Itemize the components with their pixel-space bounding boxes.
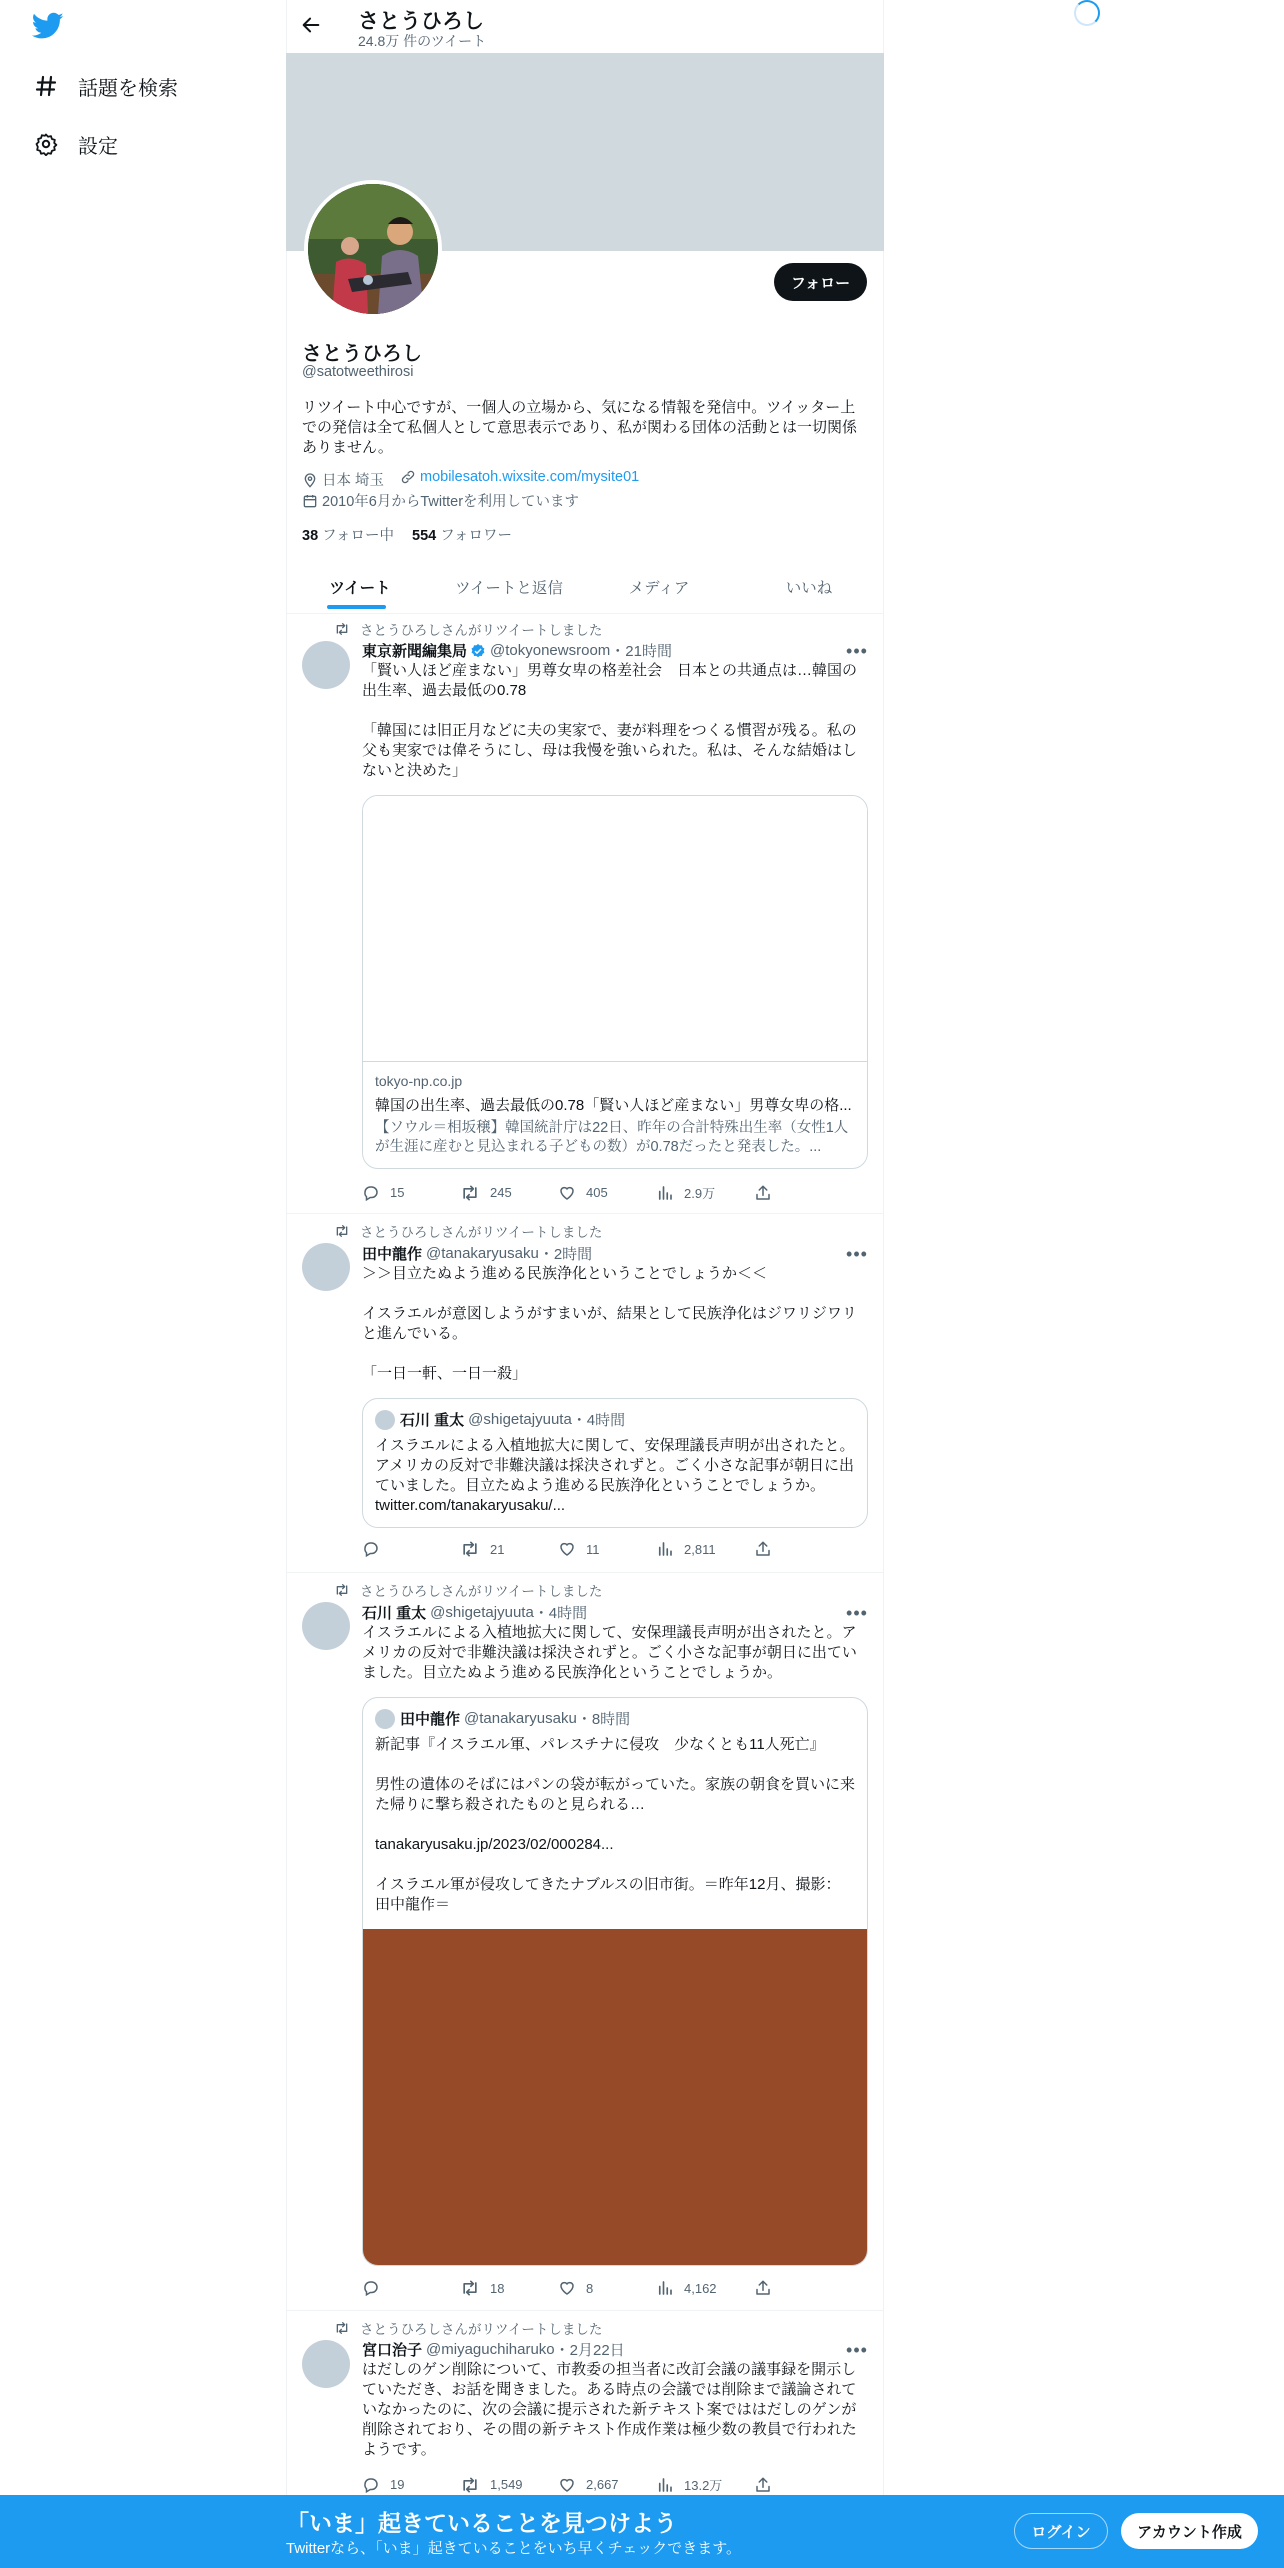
arrow-left-icon	[300, 14, 322, 36]
tweet-header	[362, 1602, 587, 1623]
sidebar-item-explore[interactable]	[32, 66, 178, 106]
retweet-label: さとうひろしさんがリツイートしました	[360, 623, 603, 638]
reply-icon	[362, 2476, 380, 2494]
tweet-author-handle[interactable]: @tanakaryusaku	[426, 1245, 539, 1262]
reply-button[interactable]	[362, 2279, 460, 2297]
tweet-author-name[interactable]: 石川 重太	[362, 1605, 427, 1622]
reply-count: 15	[390, 1185, 405, 1200]
retweet-label: さとうひろしさんがリツイートしました	[360, 2322, 603, 2337]
views-chart-icon	[656, 1184, 674, 1202]
link-card-image	[363, 796, 867, 1062]
quoted-tweet-header	[375, 1708, 855, 1729]
quoted-tweet[interactable]	[362, 1697, 868, 2266]
more-options-icon[interactable]: •••	[846, 1244, 868, 1264]
retweet-context	[334, 619, 602, 639]
tab-likes[interactable]: いいね	[785, 580, 833, 597]
location-text: 日本 埼玉	[322, 473, 385, 489]
quoted-tweet-text: 新記事『イスラエル軍、パレスチナに侵攻 少なくとも11人死亡』 男性の遺体のそばにはパンの袋が転がっていた。家族の朝食を買いに来た帰りに撃ち殺されたものと見られる… tanakaryusaku.jp/2023/02/000284... イスラエル軍が侵攻してきたナブルスの旧市街。＝昨年12月、撮影：田中龍作＝	[375, 1736, 856, 1913]
tweet-separator	[286, 2310, 884, 2311]
quoted-tweet-header	[375, 1409, 855, 1430]
tweet-author-handle[interactable]: @miyaguchiharuko	[426, 2341, 555, 2358]
followers-count: 554	[412, 528, 437, 544]
retweet-count: 245	[490, 1185, 512, 1200]
page-title: さとうひろし	[358, 10, 484, 33]
tweet-header	[362, 640, 672, 661]
profile-joined	[302, 490, 579, 511]
followers-link[interactable]	[412, 524, 512, 545]
reply-button[interactable]	[362, 2476, 460, 2494]
reply-button[interactable]	[362, 1184, 460, 1202]
retweet-icon	[460, 1540, 480, 1558]
tweet-header	[362, 2339, 625, 2360]
share-button[interactable]	[754, 1184, 852, 1202]
quoted-author-name: 田中龍作	[400, 1711, 461, 1728]
tweet-author-handle[interactable]: @tokyonewsroom	[490, 642, 611, 659]
tweet-header	[362, 1243, 592, 1264]
heart-icon	[558, 1540, 576, 1558]
like-count: 405	[586, 1185, 608, 1200]
loading-spinner-icon	[1074, 0, 1100, 26]
retweet-button[interactable]	[460, 1540, 558, 1558]
tab-tweets[interactable]: ツイート	[329, 580, 391, 597]
views-count: 4,162	[684, 2280, 717, 2296]
login-button[interactable]: ログイン	[1014, 2513, 1108, 2549]
verified-badge-icon	[470, 643, 486, 659]
retweet-button[interactable]	[460, 2279, 558, 2297]
link-card[interactable]	[362, 795, 868, 1169]
views-count: 2.9万	[684, 1186, 716, 1201]
retweet-button[interactable]	[460, 1184, 558, 1202]
quoted-author-handle: @tanakaryusaku	[464, 1710, 577, 1727]
share-button[interactable]	[754, 1540, 852, 1558]
following-label: フォロー中	[322, 528, 394, 544]
quoted-author-name: 石川 重太	[400, 1412, 465, 1429]
views-chart-icon	[656, 2279, 674, 2297]
link-card-domain: tokyo-np.co.jp	[375, 1073, 463, 1089]
back-button[interactable]	[300, 14, 322, 36]
views-button[interactable]	[656, 1540, 754, 1558]
retweet-count: 21	[490, 1541, 505, 1557]
retweet-icon	[460, 2476, 480, 2494]
retweet-icon	[334, 1583, 350, 1597]
retweet-icon	[334, 2321, 350, 2335]
like-count: 11	[586, 1541, 600, 1557]
retweet-context	[334, 2318, 602, 2338]
quoted-tweet-time: ・4時間	[571, 1412, 626, 1429]
link-card-title: 韓国の出生率、過去最低の0.78「賢い人ほど産まない」男尊女卑の格...	[375, 1097, 852, 1114]
follow-button[interactable]: フォロー	[774, 263, 867, 301]
views-button[interactable]	[656, 2279, 754, 2297]
twitter-logo-icon[interactable]	[32, 12, 64, 40]
reply-icon	[362, 1540, 380, 1558]
tweet-text: イスラエルによる入植地拡大に関して、安保理議長声明が出されたと。アメリカの反対で非難決議は採決されずと。ごく小さな記事が朝日に出ていました。目立たぬよう進める民族浄化ということでしょうか。	[362, 1624, 857, 1681]
like-button[interactable]	[558, 1184, 656, 1202]
tweet-author-avatar[interactable]	[302, 641, 350, 689]
share-icon	[754, 2476, 772, 2494]
signup-banner-subtitle: Twitterなら、「いま」起きていることをいち早くチェックできます。	[286, 2540, 742, 2557]
sidebar-item-settings[interactable]	[32, 124, 118, 164]
profile-handle: @satotweethirosi	[302, 364, 414, 380]
like-count: 8	[586, 2280, 594, 2296]
tweet-author-handle[interactable]: @shigetajyuuta	[430, 1604, 534, 1621]
share-icon	[754, 1540, 772, 1558]
tweet-time[interactable]: ・2時間	[538, 1246, 593, 1263]
location-pin-icon	[302, 472, 318, 488]
heart-icon	[558, 2476, 576, 2494]
quoted-tweet-text: イスラエルによる入植地拡大に関して、安保理議長声明が出されたと。アメリカの反対で非難決議は採決されずと。ごく小さな記事が朝日に出ていました。目立たぬよう進める民族浄化ということでしょうか。 twitter.com/tanakaryusaku/...	[375, 1437, 855, 1514]
more-options-icon[interactable]: •••	[846, 1603, 868, 1623]
heart-icon	[558, 1184, 576, 1202]
tab-media[interactable]: メディア	[628, 580, 690, 597]
profile-location	[302, 469, 384, 490]
link-card-description: 【ソウル＝相坂穣】韓国統計庁は22日、昨年の合計特殊出生率（女性1人が生涯に産むと見込まれる子どもの数）が0.78だったと発表した。...	[375, 1120, 849, 1155]
share-button[interactable]	[754, 2476, 852, 2494]
heart-icon	[558, 2279, 576, 2297]
reply-icon	[362, 2279, 380, 2297]
retweet-icon	[460, 2279, 480, 2297]
more-options-icon[interactable]: •••	[846, 2340, 868, 2360]
tweet-author-name[interactable]: 宮口治子	[362, 2342, 423, 2359]
like-button[interactable]	[558, 2476, 656, 2494]
tweet-separator	[286, 1572, 884, 1573]
tweet-actions	[362, 1183, 852, 1202]
like-button[interactable]	[558, 2279, 656, 2297]
profile-website[interactable]	[400, 469, 639, 485]
tweet-actions	[362, 1540, 852, 1558]
tweet-text: はだしのゲン削除について、市教委の担当者に改訂会議の議事録を開示していただき、お話を聞きました。ある時点の会議では削除まで議論されていなかったのに、次の会議に提示された新テキスト案でははだしのゲンが削除されており、その間の新テキスト作成作業は極少数の教員で行われたようです。	[362, 2361, 857, 2458]
link-icon	[400, 469, 416, 485]
tweet-actions	[362, 2279, 852, 2297]
retweet-label: さとうひろしさんがリツイートしました	[360, 1225, 603, 1240]
quoted-tweet[interactable]	[362, 1398, 868, 1528]
share-icon	[754, 1184, 772, 1202]
gear-icon	[32, 132, 60, 156]
views-button[interactable]	[656, 2475, 754, 2494]
active-tab-indicator	[327, 605, 386, 609]
views-button[interactable]	[656, 1183, 754, 1202]
profile-avatar[interactable]	[304, 180, 442, 318]
followers-label: フォロワー	[440, 528, 513, 544]
following-link[interactable]	[302, 524, 394, 545]
tweet-time[interactable]: ・4時間	[533, 1605, 588, 1622]
hashtag-icon	[32, 74, 60, 98]
tweet-separator	[286, 1213, 884, 1214]
share-icon	[754, 2279, 772, 2297]
signup-button[interactable]: アカウント作成	[1121, 2513, 1258, 2549]
views-count: 13.2万	[684, 2478, 723, 2493]
views-chart-icon	[656, 2476, 674, 2494]
profile-bio: リツイート中心ですが、一個人の立場から、気になる情報を発信中。ツイッター上での発信は全て私個人として意思表示であり、私が関わる団体の活動とは一切関係ありません。	[302, 399, 858, 456]
retweet-context	[334, 1580, 602, 1600]
quoted-tweet-photo[interactable]	[363, 1929, 867, 2265]
views-count: 2,811	[684, 1541, 716, 1557]
following-count: 38	[302, 528, 319, 544]
calendar-icon	[302, 493, 318, 509]
like-count: 2,667	[586, 2477, 619, 2492]
tweet-time[interactable]: ・2月22日	[554, 2342, 625, 2359]
signup-banner-title: 「いま」起きていることを見つけよう	[286, 2510, 677, 2536]
retweet-label: さとうひろしさんがリツイートしました	[360, 1584, 603, 1599]
retweet-count: 18	[490, 2280, 505, 2296]
website-link[interactable]: mobilesatoh.wixsite.com/mysite01	[420, 469, 640, 485]
sidebar-item-label: 設定	[78, 135, 118, 158]
tweet-text: ＞＞目立たぬよう進める民族浄化ということでしょうか＜＜ イスラエルが意図しようがすまいが、結果として民族浄化はジワリジワリと進んでいる。 「一日一軒、一日一殺」	[362, 1265, 857, 1382]
tweet-count: 24.8万 件のツイート	[358, 33, 487, 49]
tweet-time[interactable]: ・21時間	[610, 643, 672, 660]
tweet-author-name[interactable]: 田中龍作	[362, 1246, 423, 1263]
reply-count: 19	[390, 2477, 405, 2492]
retweet-button[interactable]	[460, 2476, 558, 2494]
profile-display-name: さとうひろし	[302, 343, 422, 365]
like-button[interactable]	[558, 1540, 656, 1558]
reply-icon	[362, 1184, 380, 1202]
quoted-author-avatar	[375, 1709, 395, 1729]
tweet-author-name[interactable]: 東京新聞編集局	[362, 643, 468, 660]
tab-tweets-and-replies[interactable]: ツイートと返信	[455, 580, 563, 597]
quoted-author-handle: @shigetajyuuta	[468, 1411, 572, 1428]
sidebar-item-label: 話題を検索	[78, 77, 178, 100]
quoted-author-avatar	[375, 1410, 395, 1430]
retweet-icon	[460, 1184, 480, 1202]
tweet-author-avatar[interactable]	[302, 1602, 350, 1650]
retweet-context	[334, 1221, 602, 1241]
share-button[interactable]	[754, 2279, 852, 2297]
joined-text: 2010年6月からTwitterを利用しています	[322, 494, 580, 510]
retweet-icon	[334, 1224, 350, 1238]
reply-button[interactable]	[362, 1540, 460, 1558]
tweet-actions	[362, 2475, 852, 2494]
retweet-icon	[334, 622, 350, 636]
more-options-icon[interactable]: •••	[846, 641, 868, 661]
tweet-text: 「賢い人ほど産まない」男尊女卑の格差社会 日本との共通点は…韓国の出生率、過去最低の0.78 「韓国には旧正月などに夫の実家で、妻が料理をつくる慣習が残る。私の父も実家では偉そうにし、母は我慢を強いられた。私は、そんな結婚はしないと決めた」	[362, 662, 858, 779]
views-chart-icon	[656, 1540, 674, 1558]
retweet-count: 1,549	[490, 2477, 523, 2492]
tweet-author-avatar[interactable]	[302, 1243, 350, 1291]
quoted-tweet-time: ・8時間	[576, 1711, 631, 1728]
tweet-author-avatar[interactable]	[302, 2340, 350, 2388]
